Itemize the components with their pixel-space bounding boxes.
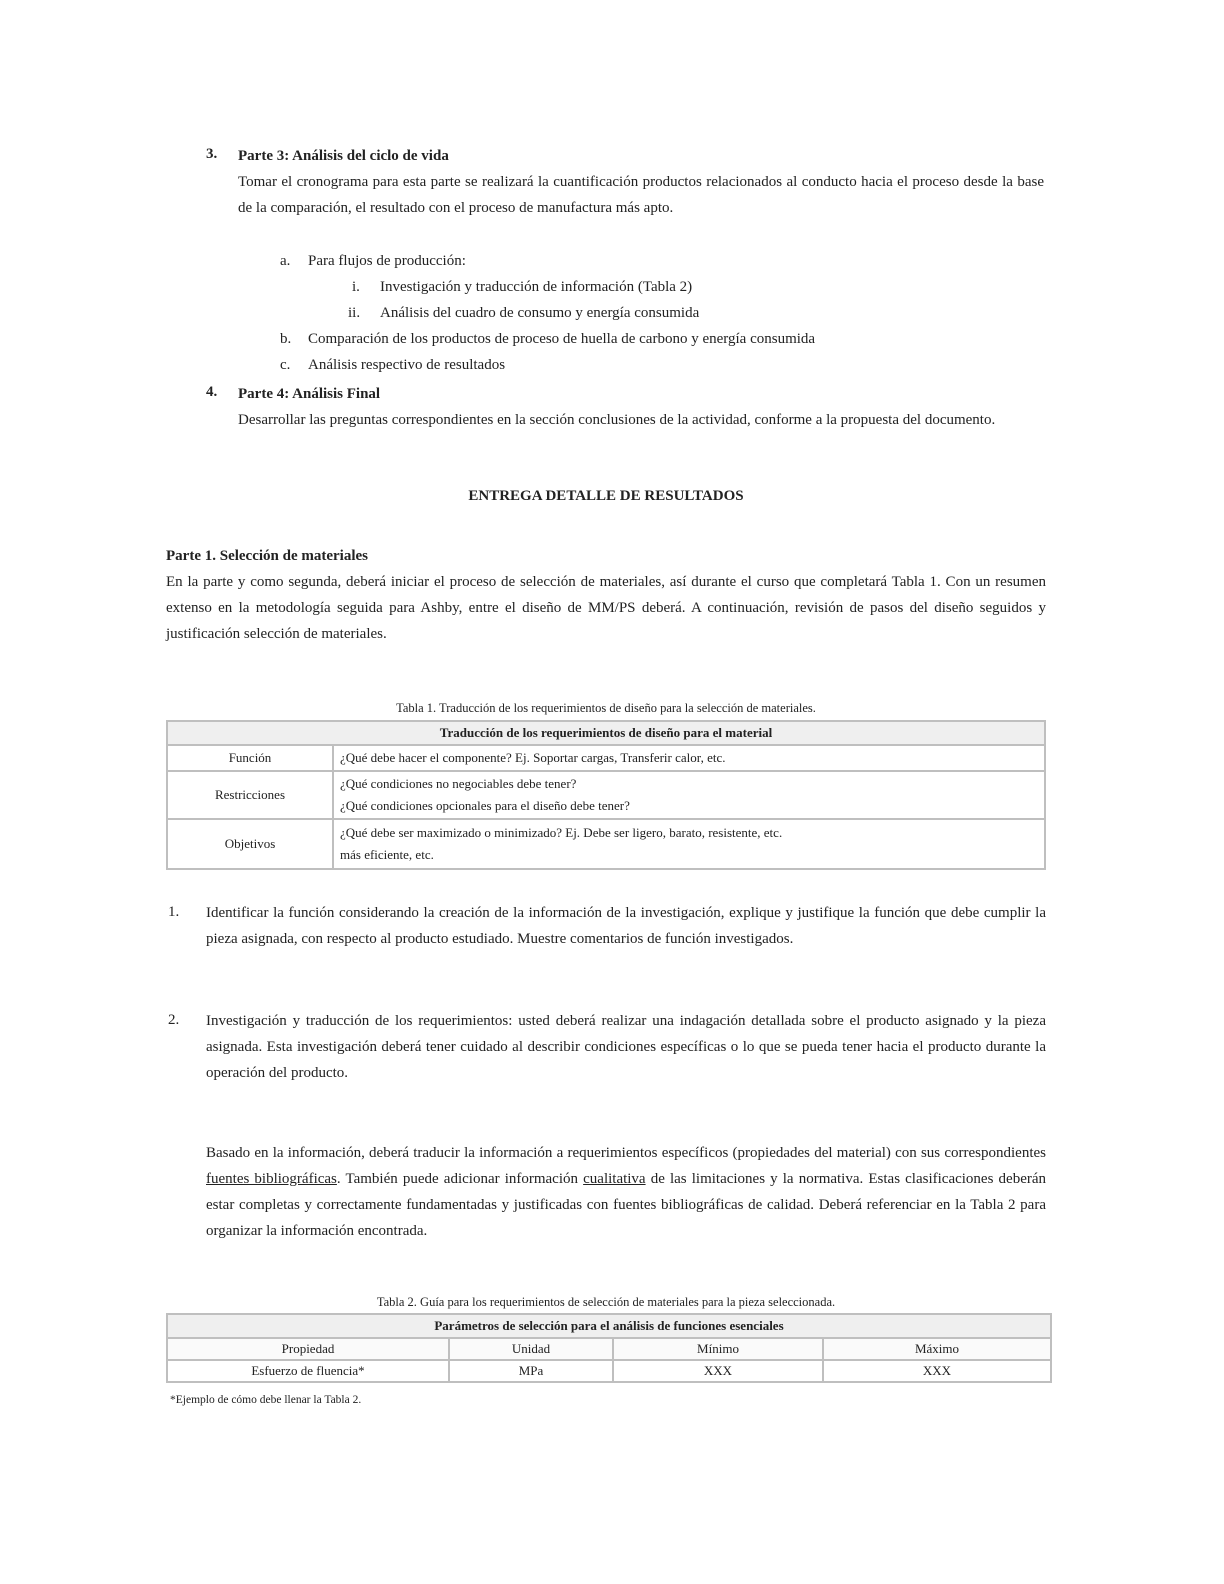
underlined-term: cualitativa [583,1171,646,1187]
section-3-intro: Tomar el cronograma para esta parte se realizará la cuantificación productos relacionados al conducto hacia el proceso desde la base de la comparación, el resultado con el proceso de manufactura más apto. [238,174,1044,216]
list-item-2: Investigación y traducción de los requerimientos: usted deberá realizar una indagación detallada sobre el producto asignado y la pieza asignada. Esta investigación deberá tener cuidado al describir condiciones específicas o lo que se pueda tener hacia el producto durante la operación del producto. [206,1013,1046,1081]
section-4-text: Desarrollar las preguntas correspondientes en la sección conclusiones de la actividad, conforme a la propuesta del documento. [238,412,996,428]
table-1-caption: Tabla 1. Traducción de los requerimientos de diseño para la selección de materiales. [396,701,816,715]
list-item-a: a. Para flujos de producción: [280,253,466,269]
table-row: Objetivos ¿Qué debe ser maximizado o minimizado? Ej. Debe ser ligero, barato, resistente, etc. más eficiente, etc. [167,819,1045,869]
section-3-title: Parte 3: Análisis del ciclo de vida [238,148,449,164]
list-item-c: c. Análisis respectivo de resultados [280,357,506,373]
table-1-header: Traducción de los requerimientos de diseño para el material [167,721,1045,745]
table-2 [166,1313,1052,1383]
table-2-footnote: *Ejemplo de cómo debe llenar la Tabla 2. [170,1394,362,1406]
list-item-b: b. Comparación de los productos de proceso de huella de carbono y energía consumida [280,331,816,347]
list-2-marker: 2. [168,1012,180,1028]
section-3-list [280,248,1046,378]
part-1 [166,543,1046,647]
table-row: Restricciones ¿Qué condiciones no negociables debe tener? ¿Qué condiciones opcionales para el diseño debe tener? [167,771,1045,819]
part-1-text: En la parte y como segunda, deberá iniciar el proceso de selección de materiales, así durante el curso que completará Tabla 1. Con un resumen extenso en la metodología seguida para Ashby, entre el diseño de MM/PS deberá. A continuación, revisión de pasos del diseño seguidos y justificación selección de materiales. [166,574,1046,642]
table-row: Función ¿Qué debe hacer el componente? Ej. Soportar cargas, Transferir calor, etc. [167,745,1045,771]
table-1 [166,720,1046,870]
section-3-number: 3. [206,146,218,162]
underlined-term: fuentes bibliográficas [206,1171,337,1187]
list-item-1: Identificar la función considerando la creación de la información de la investigación, explique y justifique la función que debe cumplir la pieza asignada, con respecto al producto estudiado. Muestre comentarios de función investigados. [206,905,1046,947]
list-item-a-i: i. Investigación y traducción de información (Tabla 2) [352,279,693,295]
section-4 [238,381,1044,433]
table-2-header: Parámetros de selección para el análisis de funciones esenciales [167,1314,1051,1338]
list-1-marker: 1. [168,904,180,920]
section-4-title: Parte 4: Análisis Final [238,386,381,402]
table-2-caption: Tabla 2. Guía para los requerimientos de selección de materiales para la pieza seleccionada. [376,1295,836,1309]
table-row: Esfuerzo de fluencia* MPa XXX XXX [167,1360,1051,1382]
part-1-title: Parte 1. Selección de materiales [166,548,369,564]
paragraph-requirements: Basado en la información, deberá traducir la información a requerimientos específicos (propiedades del material) con sus correspondientes fuentes bibliográficas. También puede adicionar información cualitativa de las limitaciones y la normativa. Estas clasificaciones deberán estar completas y correctamente fundamentadas y justificadas con fuentes bibliográficas de calidad. Deberá referenciar en la Tabla 2 para organizar la información encontrada. [206,1145,1047,1239]
section-4-number: 4. [206,384,218,400]
results-heading: ENTREGA DETALLE DE RESULTADOS [468,488,744,504]
table-2-columns: Propiedad Unidad Mínimo Máximo [167,1338,1051,1360]
list-item-a-ii: ii. Análisis del cuadro de consumo y energía consumida [348,305,700,321]
section-3 [238,143,1044,221]
